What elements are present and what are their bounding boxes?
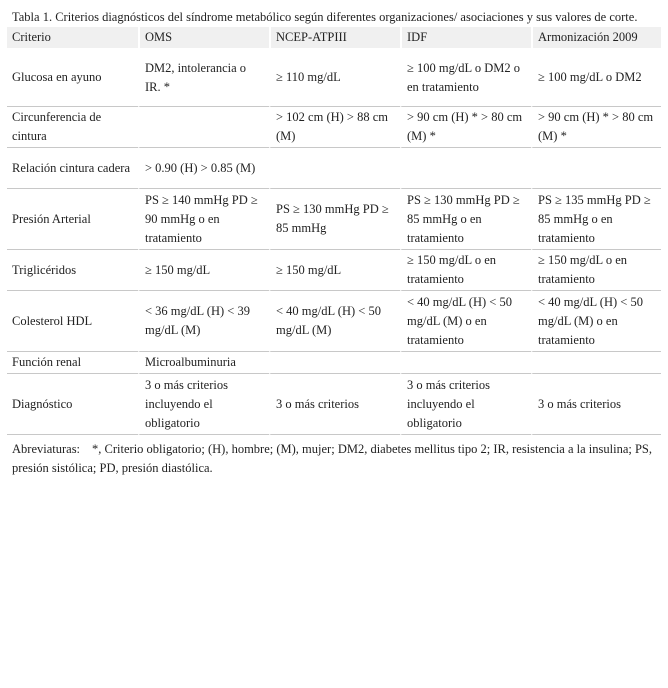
criteria-table — [7, 27, 661, 435]
table-cell: PS ≥ 130 mmHg PD ≥ 85 mmHg o en tratamiento — [400, 189, 531, 250]
table-row — [7, 148, 661, 189]
table-cell: Diagnóstico — [7, 374, 138, 435]
table-cell: ≥ 150 mg/dL — [138, 250, 269, 291]
table-cell: < 40 mg/dL (H) < 50 mg/dL (M) o en tratamiento — [400, 291, 531, 352]
table-cell: PS ≥ 140 mmHg PD ≥ 90 mmHg o en tratamiento — [138, 189, 269, 250]
header-cell: IDF — [400, 27, 531, 49]
table-cell: ≥ 100 mg/dL o DM2 o en tratamiento — [400, 49, 531, 107]
table-row — [7, 291, 661, 352]
table-cell: Relación cintura cadera — [7, 148, 138, 189]
table-cell: > 0.90 (H) > 0.85 (M) — [138, 148, 269, 189]
table-cell: 3 o más criterios — [269, 374, 400, 435]
table-footnote — [7, 435, 661, 478]
table-cell: ≥ 110 mg/dL — [269, 49, 400, 107]
table-cell — [400, 352, 531, 374]
header-cell: OMS — [138, 27, 269, 49]
table-cell: Función renal — [7, 352, 138, 374]
table-cell: ≥ 150 mg/dL o en tratamiento — [531, 250, 661, 291]
table-cell: < 40 mg/dL (H) < 50 mg/dL (M) — [269, 291, 400, 352]
table-cell — [269, 148, 400, 189]
table-cell: 3 o más criterios — [531, 374, 661, 435]
footnote-label: Abreviaturas: — [12, 442, 81, 456]
footnote-text: *, Criterio obligatorio; (H), hombre; (M), mujer; DM2, diabetes mellitus tipo 2; IR, resistencia a la insulina; PS, presión sistólica; PD, presión diastólica. — [12, 442, 653, 475]
table-cell: 3 o más criterios incluyendo el obligatorio — [138, 374, 269, 435]
table-cell: ≥ 150 mg/dL o en tratamiento — [400, 250, 531, 291]
header-cell: Criterio — [7, 27, 138, 49]
table-cell — [531, 148, 661, 189]
table-caption: Tabla 1. Criterios diagnósticos del síndrome metabólico según diferentes organizaciones/ asociaciones y sus valores de corte. — [12, 10, 638, 24]
table-cell: PS ≥ 130 mmHg PD ≥ 85 mmHg — [269, 189, 400, 250]
table-row — [7, 107, 661, 148]
table-cell — [269, 352, 400, 374]
table-row — [7, 250, 661, 291]
table-cell: ≥ 100 mg/dL o DM2 — [531, 49, 661, 107]
table-row — [7, 352, 661, 374]
header-cell: Armonización 2009 — [531, 27, 661, 49]
table-row — [7, 374, 661, 435]
table-cell: < 40 mg/dL (H) < 50 mg/dL (M) o en tratamiento — [531, 291, 661, 352]
table-cell: Glucosa en ayuno — [7, 49, 138, 107]
table-row — [7, 49, 661, 107]
table-header-row — [7, 27, 661, 49]
table-cell: < 36 mg/dL (H) < 39 mg/dL (M) — [138, 291, 269, 352]
table-cell: DM2, intolerancia o IR. * — [138, 49, 269, 107]
table-cell: 3 o más criterios incluyendo el obligatorio — [400, 374, 531, 435]
table-cell — [531, 352, 661, 374]
table-cell — [400, 148, 531, 189]
table-cell: Microalbuminuria — [138, 352, 269, 374]
table-cell: > 90 cm (H) * > 80 cm (M) * — [531, 107, 661, 148]
table-cell: > 90 cm (H) * > 80 cm (M) * — [400, 107, 531, 148]
table-cell — [138, 107, 269, 148]
table-cell: ≥ 150 mg/dL — [269, 250, 400, 291]
table-cell: Circunferencia de cintura — [7, 107, 138, 148]
table-cell: Triglicéridos — [7, 250, 138, 291]
table-cell: PS ≥ 135 mmHg PD ≥ 85 mmHg o en tratamiento — [531, 189, 661, 250]
header-cell: NCEP-ATPIII — [269, 27, 400, 49]
table-row — [7, 189, 661, 250]
table-cell: Colesterol HDL — [7, 291, 138, 352]
table-cell: > 102 cm (H) > 88 cm (M) — [269, 107, 400, 148]
table-cell: Presión Arterial — [7, 189, 138, 250]
